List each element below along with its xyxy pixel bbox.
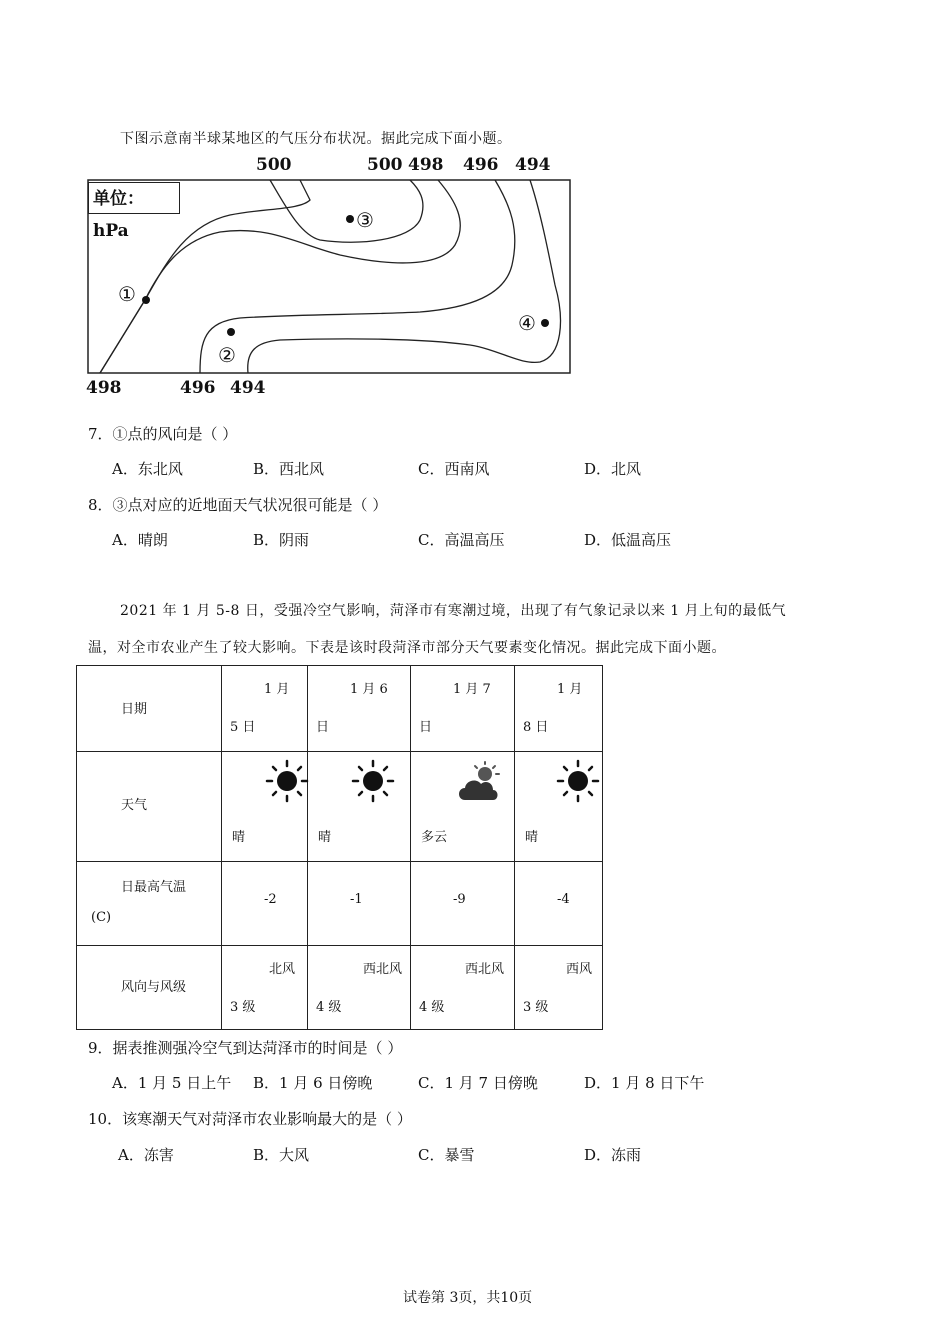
sun-icon xyxy=(264,758,310,804)
table-row-wind xyxy=(77,946,603,1030)
wind-cell-3: 西北风 4 级 xyxy=(411,946,515,1030)
row-header-weather: 天气 xyxy=(77,752,222,862)
weather-cell-3: 多云 xyxy=(411,752,515,862)
wind-cell-2: 西北风 4 级 xyxy=(308,946,411,1030)
weather-table xyxy=(76,665,603,1030)
q7-option-a: A．东北风 xyxy=(112,460,183,478)
intro-text-2-line2: 温，对全市农业产生了较大影响。下表是该时段菏泽市部分天气要素变化情况。据此完成下面小题。 xyxy=(88,640,726,656)
q10-stem: 10．该寒潮天气对菏泽市农业影响最大的是（ ） xyxy=(88,1110,412,1128)
q9-option-d: D．1 月 8 日下午 xyxy=(584,1074,705,1092)
point-2-dot xyxy=(227,328,235,336)
q8-stem: 8．③点对应的近地面天气状况很可能是（ ） xyxy=(88,496,388,514)
q10-option-b: B．大风 xyxy=(253,1146,310,1164)
top-label-494: 494 xyxy=(515,155,551,175)
weather-cell-2: 晴 xyxy=(308,752,411,862)
q9-stem: 9．据表推测强冷空气到达菏泽市的时间是（ ） xyxy=(88,1039,403,1057)
q8-option-b: B．阴雨 xyxy=(253,531,310,549)
table-row-temp xyxy=(77,862,603,946)
date-cell-1: 1 月 5 日 xyxy=(222,666,308,752)
q7-option-b: B．西北风 xyxy=(253,460,325,478)
q8-option-d: D．低温高压 xyxy=(584,531,672,549)
temp-cell-1: -2 xyxy=(222,862,308,946)
point-3-dot xyxy=(346,215,354,223)
bottom-label-494: 494 xyxy=(230,378,266,398)
unit-label: 单位：hPa xyxy=(88,182,180,214)
point-3-label: ③ xyxy=(356,208,374,232)
q9-option-a: A．1 月 5 日上午 xyxy=(112,1074,232,1092)
point-2-label: ② xyxy=(218,343,236,367)
temp-cell-3: -9 xyxy=(411,862,515,946)
isobar-494 xyxy=(248,180,561,373)
row-header-wind: 风向与风级 xyxy=(77,946,222,1030)
q7-option-c: C．西南风 xyxy=(418,460,490,478)
temp-cell-2: -1 xyxy=(308,862,411,946)
weather-cell-4: 晴 xyxy=(515,752,603,862)
wind-cell-4: 西风 3 级 xyxy=(515,946,603,1030)
q9-option-c: C．1 月 7 日傍晚 xyxy=(418,1074,538,1092)
q7-option-d: D．北风 xyxy=(584,460,642,478)
cloud-sun-icon xyxy=(455,760,503,804)
date-cell-2: 1 月 6 日 xyxy=(308,666,411,752)
bottom-label-496: 496 xyxy=(180,378,216,398)
isobar-500-high xyxy=(270,180,423,242)
q8-option-a: A．晴朗 xyxy=(112,531,168,549)
table-row-date xyxy=(77,666,603,752)
sun-icon xyxy=(555,758,601,804)
date-cell-3: 1 月 7 日 xyxy=(411,666,515,752)
top-label-496: 496 xyxy=(463,155,499,175)
temp-cell-4: -4 xyxy=(515,862,603,946)
bottom-label-498: 498 xyxy=(86,378,122,398)
q10-option-a: A．冻害 xyxy=(118,1146,174,1164)
intro-text-2-line1: 2021 年 1 月 5-8 日，受强冷空气影响，菏泽市有寒潮过境，出现了有气象记录以来 1 月上旬的最低气 xyxy=(120,603,787,619)
top-label-500b: 500 xyxy=(367,155,403,175)
intro-text-1: 下图示意南半球某地区的气压分布状况。据此完成下面小题。 xyxy=(120,131,512,147)
q10-option-c: C．暴雪 xyxy=(418,1146,475,1164)
weather-cell-1: 晴 xyxy=(222,752,308,862)
table-row-weather xyxy=(77,752,603,862)
page-footer: 试卷第 3页，共10页 xyxy=(403,1290,533,1306)
point-4-label: ④ xyxy=(518,311,536,335)
date-cell-4: 1 月 8 日 xyxy=(515,666,603,752)
q9-option-b: B．1 月 6 日傍晚 xyxy=(253,1074,373,1092)
q7-stem: 7．①点的风向是（ ） xyxy=(88,425,238,443)
q10-option-d: D．冻雨 xyxy=(584,1146,642,1164)
q8-option-c: C．高温高压 xyxy=(418,531,505,549)
point-1-label: ① xyxy=(118,282,136,306)
top-label-498: 498 xyxy=(408,155,444,175)
row-header-temp: 日最高气温 (C) xyxy=(77,862,222,946)
point-4-dot xyxy=(541,319,549,327)
row-header-date: 日期 xyxy=(77,666,222,752)
top-label-500a: 500 xyxy=(256,155,292,175)
point-1-dot xyxy=(142,296,150,304)
sun-icon xyxy=(350,758,396,804)
wind-cell-1: 北风 3 级 xyxy=(222,946,308,1030)
